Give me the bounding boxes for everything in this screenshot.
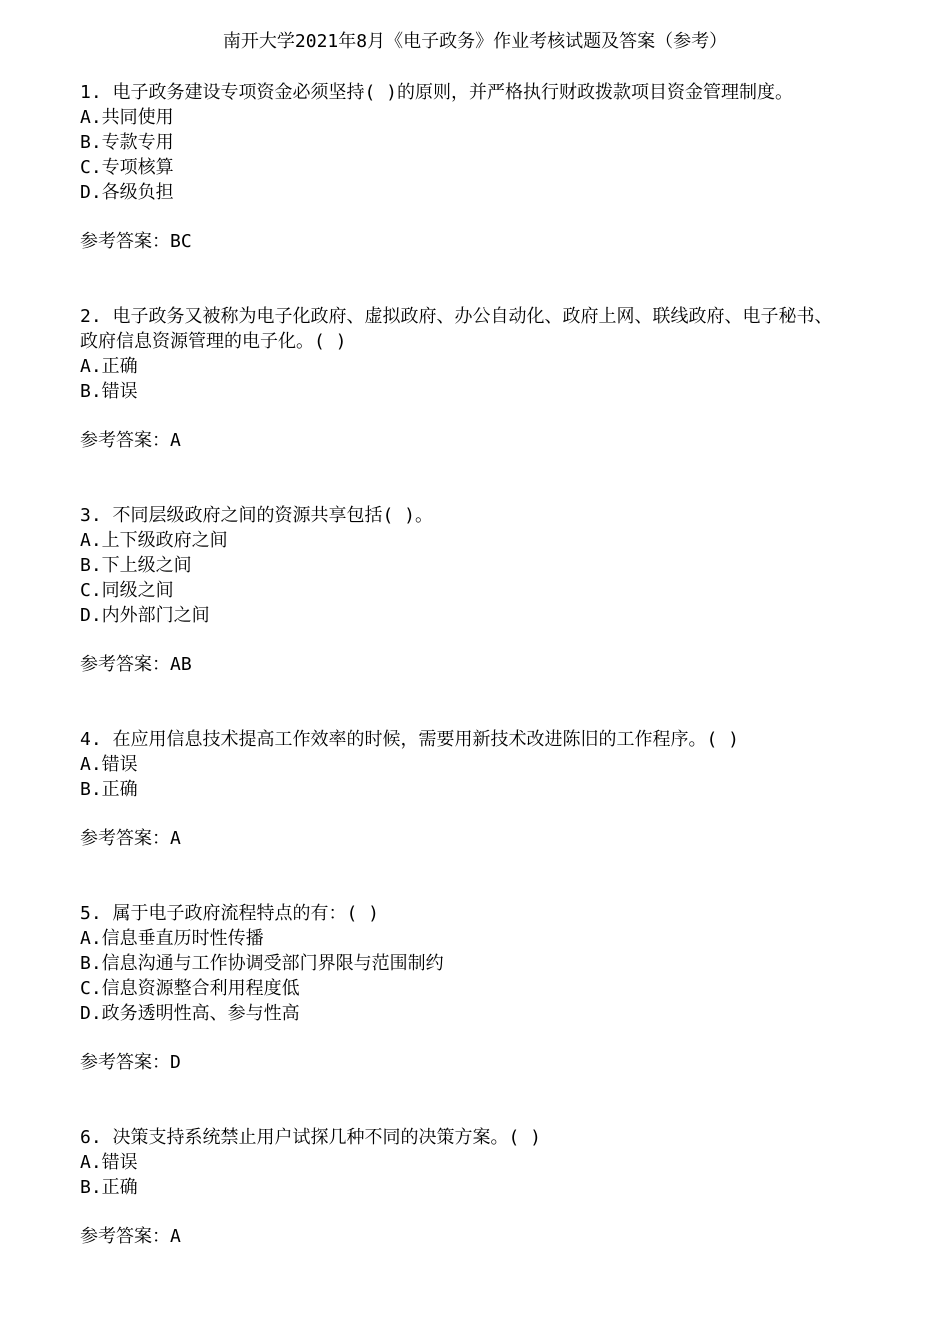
question-3-stem: 3. 不同层级政府之间的资源共享包括( )。 bbox=[80, 505, 434, 526]
question-2-option-b: B.错误 bbox=[80, 381, 138, 402]
question-5-answer: 参考答案：D bbox=[80, 1052, 181, 1073]
question-1-answer: 参考答案：BC bbox=[80, 231, 192, 252]
question-5-option-a: A.信息垂直历时性传播 bbox=[80, 928, 264, 949]
question-4-option-a: A.错误 bbox=[80, 754, 138, 775]
question-6-option-b: B.正确 bbox=[80, 1177, 138, 1198]
question-6-answer: 参考答案：A bbox=[80, 1226, 181, 1247]
question-3-option-c: C.同级之间 bbox=[80, 580, 174, 601]
question-3-option-b: B.下上级之间 bbox=[80, 555, 192, 576]
question-3-option-d: D.内外部门之间 bbox=[80, 605, 210, 626]
question-1-option-d: D.各级负担 bbox=[80, 182, 174, 203]
document-title: 南开大学2021年8月《电子政务》作业考核试题及答案（参考） bbox=[222, 31, 728, 52]
question-4-stem: 4. 在应用信息技术提高工作效率的时候，需要用新技术改进陈旧的工作程序。( ) bbox=[80, 729, 740, 750]
question-5-option-b: B.信息沟通与工作协调受部门界限与范围制约 bbox=[80, 953, 444, 974]
question-4-option-b: B.正确 bbox=[80, 779, 138, 800]
question-6-stem: 6. 决策支持系统禁止用户试探几种不同的决策方案。( ) bbox=[80, 1127, 542, 1148]
question-2-stem-line-1: 2. 电子政务又被称为电子化政府、虚拟政府、办公自动化、政府上网、联线政府、电子秘书、 bbox=[80, 306, 833, 327]
question-4-answer: 参考答案：A bbox=[80, 828, 181, 849]
question-3-option-a: A.上下级政府之间 bbox=[80, 530, 228, 551]
question-2-answer: 参考答案：A bbox=[80, 430, 181, 451]
question-1-option-a: A.共同使用 bbox=[80, 107, 174, 128]
question-5-option-d: D.政务透明性高、参与性高 bbox=[80, 1003, 300, 1024]
question-1-stem: 1. 电子政务建设专项资金必须坚持( )的原则，并严格执行财政拨款项目资金管理制度。 bbox=[80, 82, 794, 103]
question-3-answer: 参考答案：AB bbox=[80, 654, 192, 675]
question-1-option-c: C.专项核算 bbox=[80, 157, 174, 178]
question-2-stem-line-2: 政府信息资源管理的电子化。( ) bbox=[80, 331, 347, 352]
question-5-stem: 5. 属于电子政府流程特点的有：( ) bbox=[80, 903, 380, 924]
question-5-option-c: C.信息资源整合利用程度低 bbox=[80, 978, 300, 999]
question-2-option-a: A.正确 bbox=[80, 356, 138, 377]
question-1-option-b: B.专款专用 bbox=[80, 132, 174, 153]
question-6-option-a: A.错误 bbox=[80, 1152, 138, 1173]
